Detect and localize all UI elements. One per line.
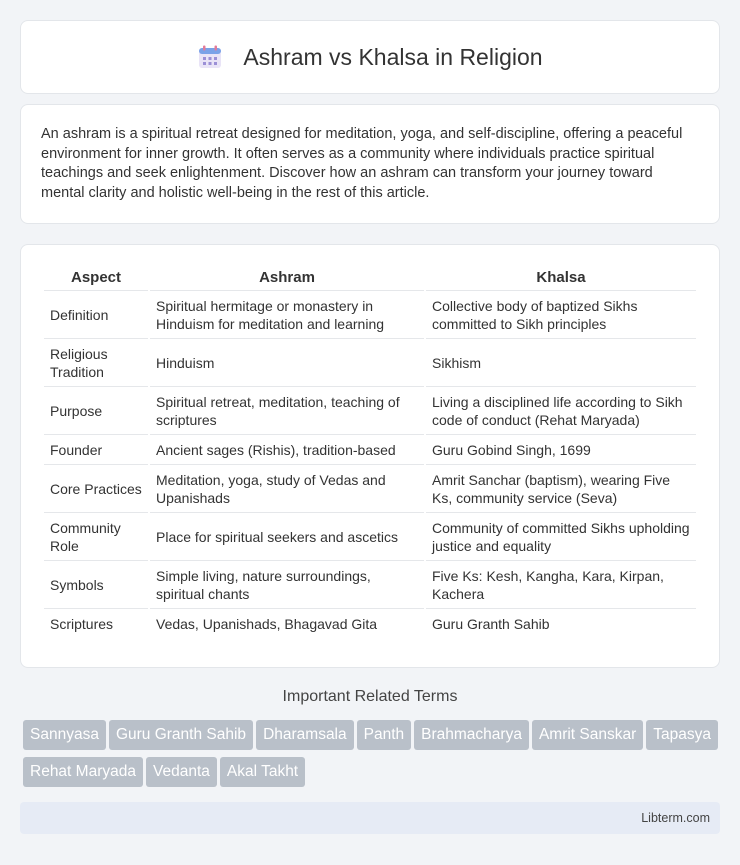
cell-aspect: Scriptures <box>50 616 114 632</box>
intro-card <box>20 104 720 224</box>
cell-khalsa: Sikhism <box>426 339 696 387</box>
footer <box>20 802 720 834</box>
cell-khalsa: Five Ks: Kesh, Kangha, Kara, Kirpan, Kachera <box>426 561 696 609</box>
related-terms-list <box>23 720 723 794</box>
table-header-row <box>44 265 696 291</box>
cell-aspect: Purpose <box>44 387 148 435</box>
cell-khalsa: Guru Granth Sahib <box>432 616 550 632</box>
cell-khalsa: Amrit Sanchar (baptism), wearing Five Ks, community service (Seva) <box>426 465 696 513</box>
cell-khalsa: Guru Gobind Singh, 1699 <box>426 435 696 465</box>
intro-text: An ashram is a spiritual retreat designed for meditation, yoga, and self-discipline, offering a peaceful environment for inner growth. It often serves as a community where individuals practice spiritual teachings and seek enlightenment. Discover how an ashram can transform your journey toward mental clarity and holistic well-being in the rest of this article. <box>41 126 683 201</box>
cell-aspect: Symbols <box>44 561 148 609</box>
cell-ashram: Place for spiritual seekers and ascetics <box>150 513 424 561</box>
cell-aspect: Core Practices <box>44 465 148 513</box>
tag-sannyasa[interactable]: Sannyasa <box>23 720 106 750</box>
cell-ashram: Vedas, Upanishads, Bhagavad Gita <box>156 616 378 632</box>
table-row <box>44 387 696 435</box>
cell-ashram: Spiritual hermitage or monastery in Hinduism for meditation and learning <box>150 291 424 339</box>
header-aspect: Aspect <box>44 265 148 291</box>
cell-aspect: Founder <box>44 435 148 465</box>
related-terms-title: Important Related Terms <box>282 688 458 705</box>
table-row <box>44 291 696 339</box>
cell-aspect: Religious Tradition <box>44 339 148 387</box>
table-row <box>44 339 696 387</box>
cell-aspect: Definition <box>44 291 148 339</box>
tag-brahmacharya[interactable]: Brahmacharya <box>414 720 529 750</box>
table-row <box>44 513 696 561</box>
cell-ashram: Ancient sages (Rishis), tradition-based <box>150 435 424 465</box>
tag-guru-granth-sahib[interactable]: Guru Granth Sahib <box>109 720 253 750</box>
table-row <box>44 609 696 639</box>
cell-ashram: Simple living, nature surroundings, spiritual chants <box>150 561 424 609</box>
table-row <box>44 435 696 465</box>
cell-ashram: Spiritual retreat, meditation, teaching of scriptures <box>150 387 424 435</box>
tag-panth[interactable]: Panth <box>357 720 412 750</box>
table-row <box>44 561 696 609</box>
tag-akal-takht[interactable]: Akal Takht <box>220 757 305 787</box>
cell-aspect: Community Role <box>44 513 148 561</box>
header-khalsa: Khalsa <box>426 265 696 291</box>
comparison-card <box>20 244 720 668</box>
cell-ashram: Hinduism <box>150 339 424 387</box>
calendar-icon <box>197 44 223 70</box>
header-ashram: Ashram <box>150 265 424 291</box>
comparison-table <box>42 265 698 639</box>
tag-rehat-maryada[interactable]: Rehat Maryada <box>23 757 143 787</box>
table-row <box>44 465 696 513</box>
cell-khalsa: Collective body of baptized Sikhs committed to Sikh principles <box>426 291 696 339</box>
cell-khalsa: Living a disciplined life according to Sikh code of conduct (Rehat Maryada) <box>426 387 696 435</box>
tag-dharamsala[interactable]: Dharamsala <box>256 720 354 750</box>
title-card <box>20 20 720 94</box>
tag-vedanta[interactable]: Vedanta <box>146 757 217 787</box>
tag-amrit-sanskar[interactable]: Amrit Sanskar <box>532 720 643 750</box>
page-title: Ashram vs Khalsa in Religion <box>243 43 543 70</box>
tag-tapasya[interactable]: Tapasya <box>646 720 718 750</box>
cell-khalsa: Community of committed Sikhs upholding justice and equality <box>426 513 696 561</box>
footer-link[interactable]: Libterm.com <box>641 811 710 825</box>
cell-ashram: Meditation, yoga, study of Vedas and Upanishads <box>150 465 424 513</box>
